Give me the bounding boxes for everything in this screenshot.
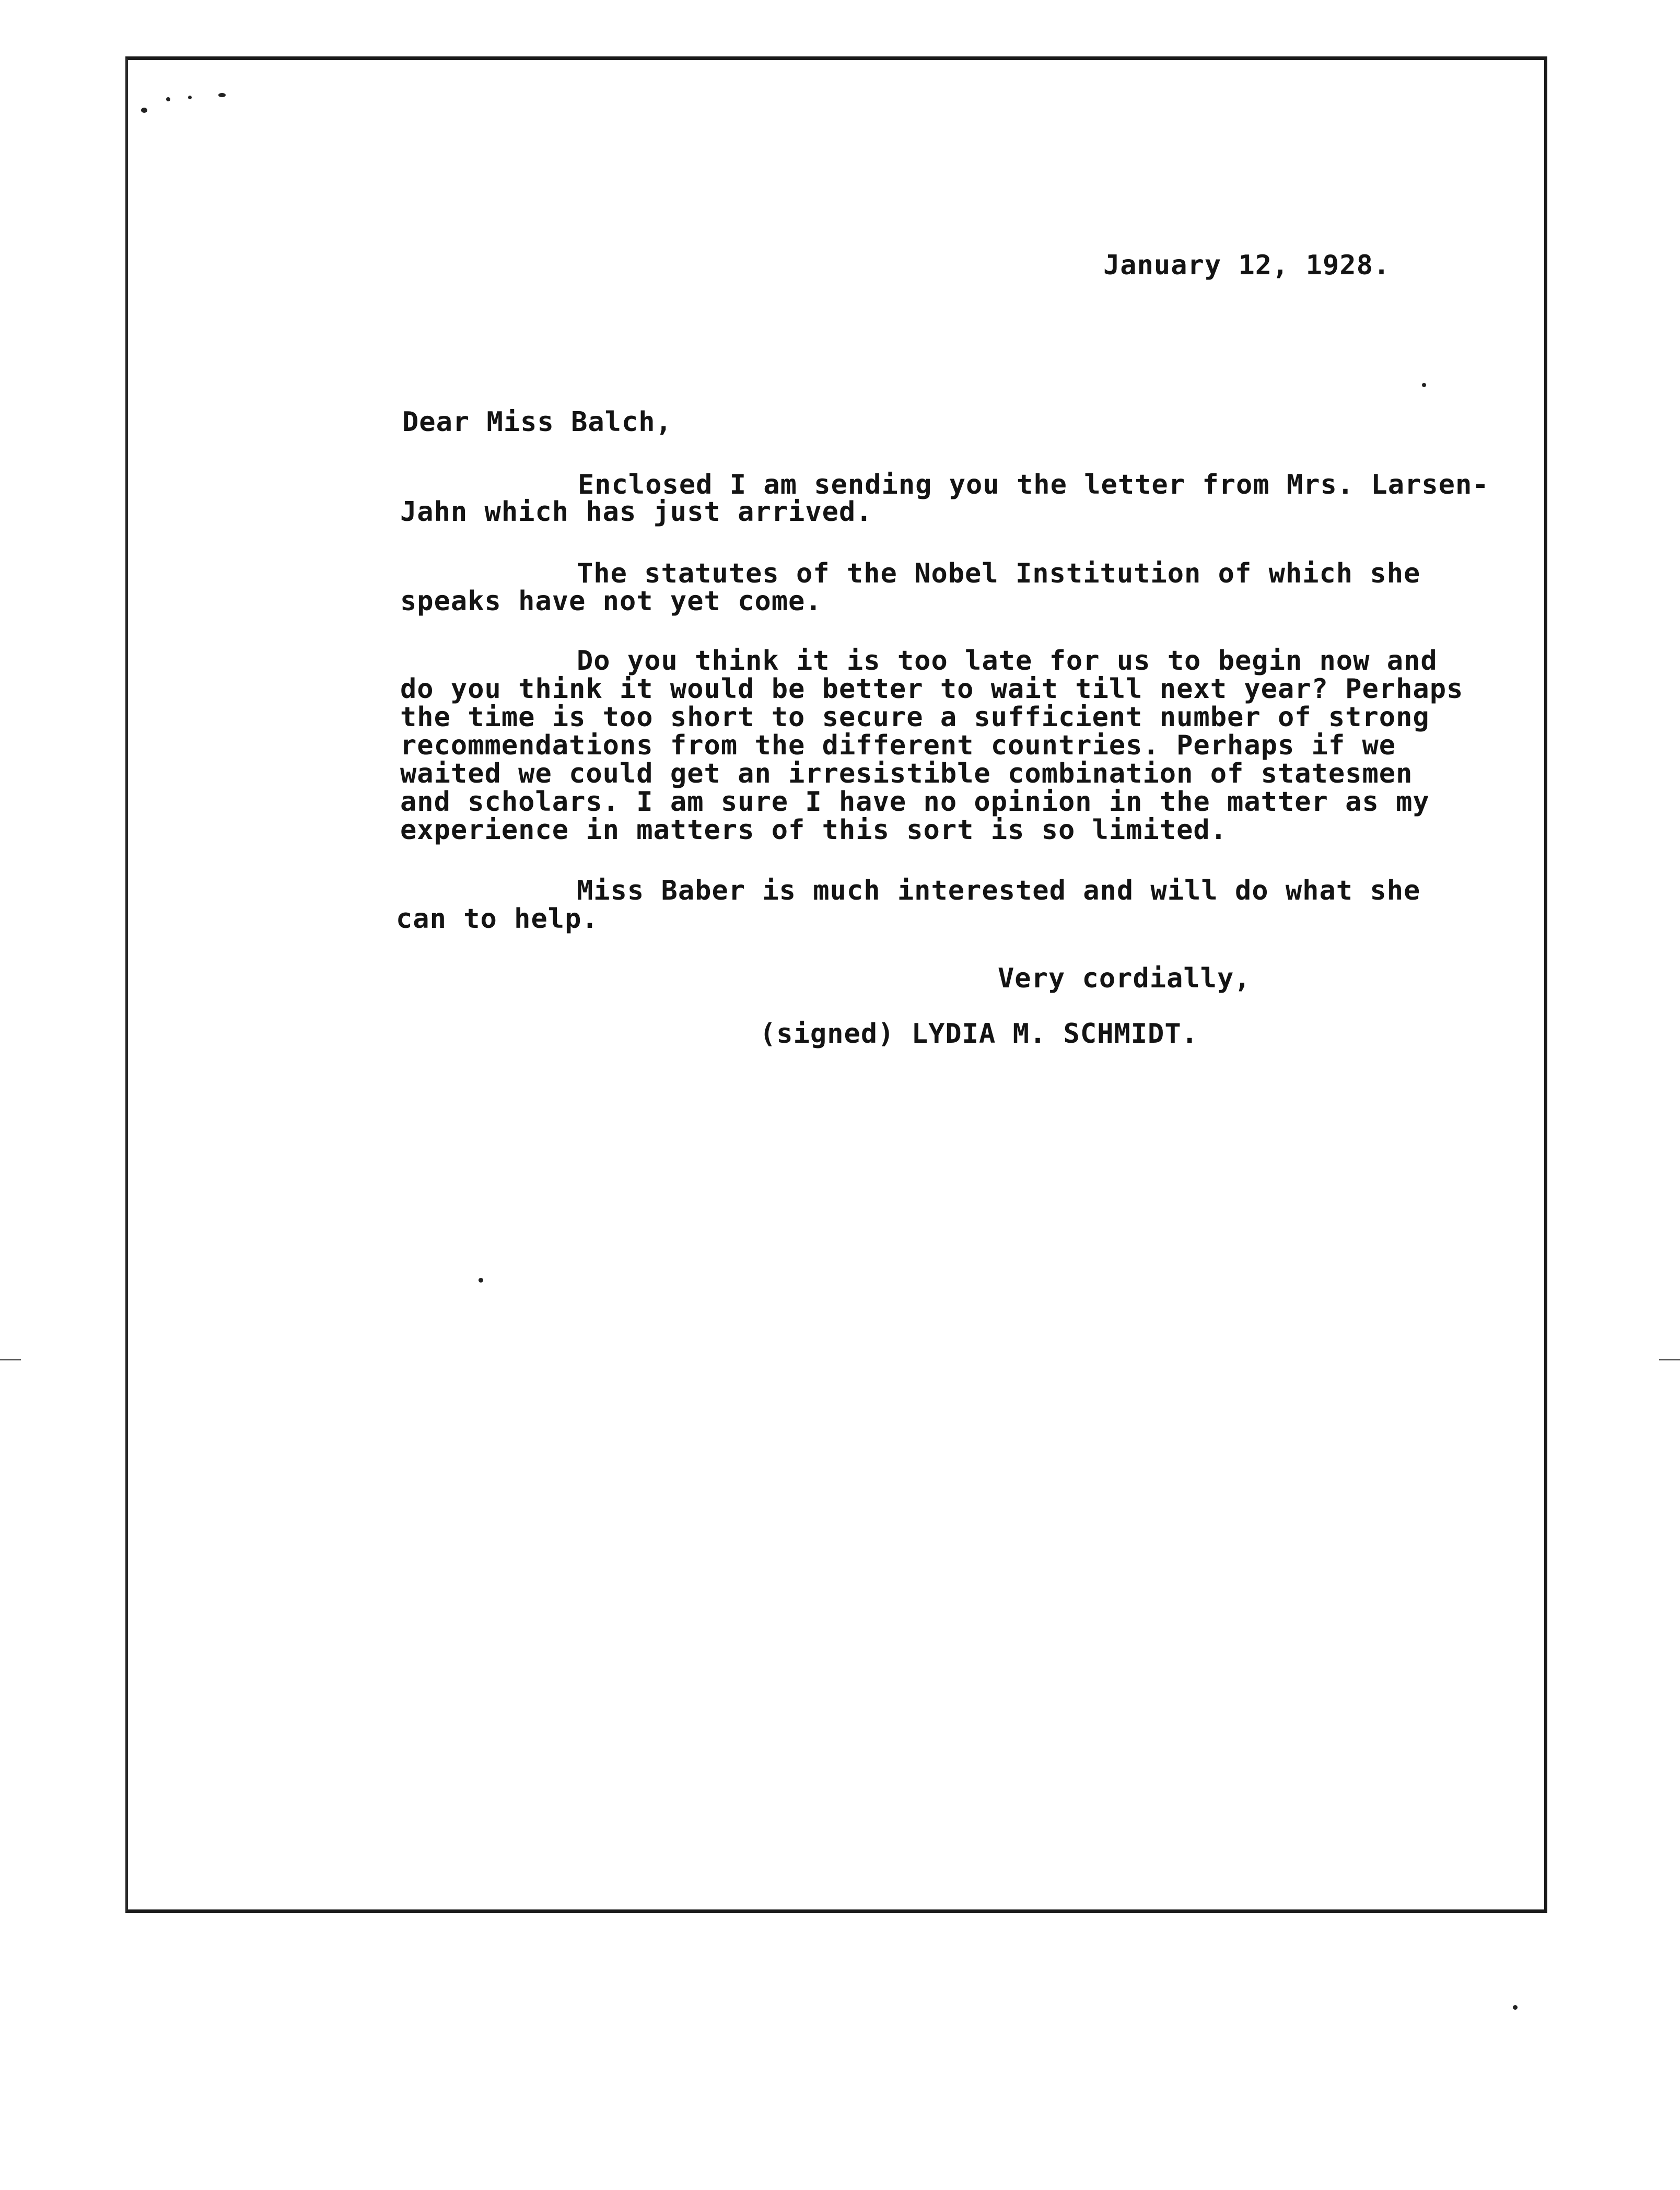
corner-speck [166, 97, 170, 101]
corner-speck [188, 96, 192, 99]
paragraph-2-line-1: The statutes of the Nobel Institution of which she [577, 558, 1421, 589]
paragraph-3-line-5: waited we could get an irresistible combination of statesmen [400, 758, 1413, 789]
paragraph-3-line-6: and scholars. I am sure I have no opinion in the matter as my [400, 786, 1430, 818]
paragraph-3-line-7: experience in matters of this sort is so limited. [400, 814, 1228, 846]
paragraph-3-line-1: Do you think it is too late for us to begin now and [577, 645, 1438, 677]
paragraph-3-line-2: do you think it would be better to wait till next year? Perhaps [400, 673, 1464, 705]
page-speck [479, 1278, 483, 1283]
paragraph-4-line-2: can to help. [396, 903, 599, 935]
letter-date: January 12, 1928. [1103, 250, 1391, 281]
right-edge-mark [1659, 1359, 1680, 1360]
corner-speck [218, 93, 226, 97]
paragraph-4-line-1: Miss Baber is much interested and will do what she [577, 875, 1421, 906]
salutation: Dear Miss Balch, [402, 406, 672, 438]
left-edge-mark [0, 1359, 21, 1360]
page-speck [1422, 383, 1426, 387]
paragraph-1-line-1: Enclosed I am sending you the letter from Mrs. Larsen- [578, 469, 1489, 500]
page-speck [1513, 2005, 1518, 2010]
corner-speck [141, 108, 147, 113]
paragraph-3-line-3: the time is too short to secure a sufficient number of strong [400, 702, 1430, 733]
paragraph-1-line-2: Jahn which has just arrived. [400, 496, 873, 528]
paragraph-2-line-2: speaks have not yet come. [400, 586, 822, 617]
page-border [125, 56, 1547, 1913]
closing: Very cordially, [998, 963, 1251, 994]
paragraph-3-line-4: recommendations from the different countries. Perhaps if we [400, 730, 1396, 761]
signature: (signed) LYDIA M. SCHMIDT. [760, 1018, 1198, 1050]
